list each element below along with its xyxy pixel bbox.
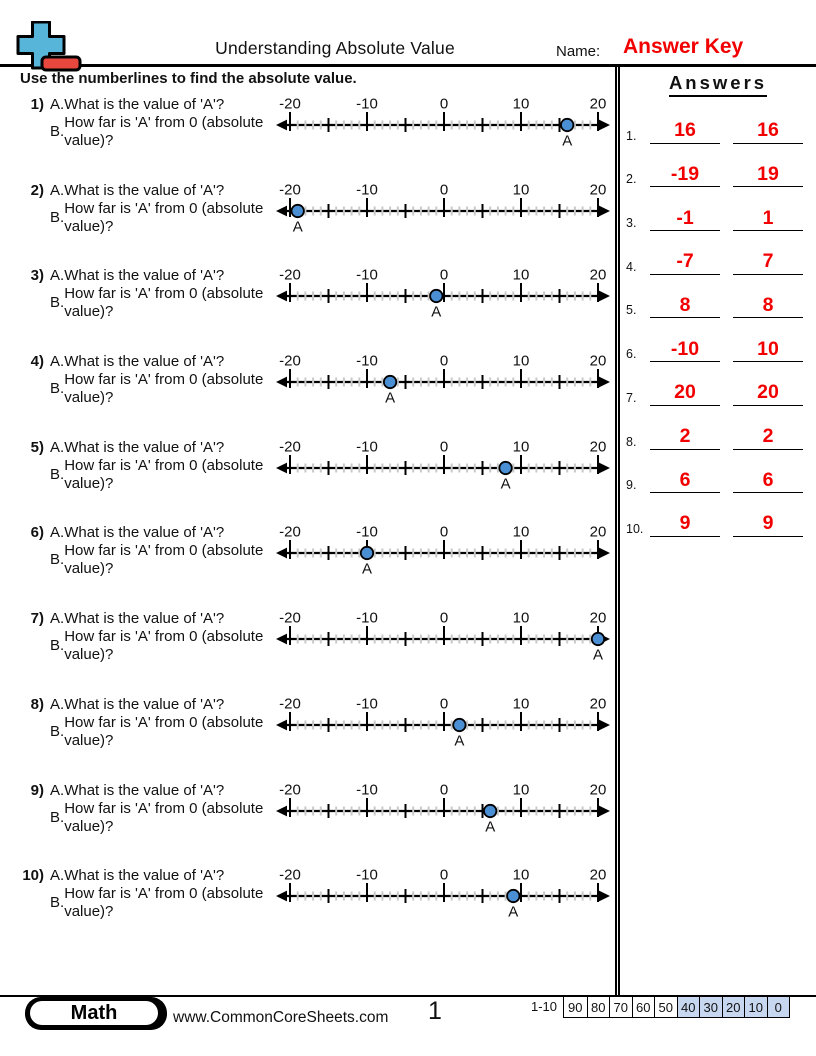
numberline-wrap: [276, 266, 610, 325]
point-label: A: [431, 303, 442, 321]
question-a-text: What is the value of 'A'?: [64, 438, 225, 456]
axis-label: -20: [279, 95, 301, 113]
answer-value-b: 2: [733, 426, 803, 449]
axis-label: 20: [589, 866, 607, 884]
axis-label: 0: [439, 609, 449, 627]
instructions: Use the numberlines to find the absolute value.: [20, 70, 357, 87]
axis-label: -20: [279, 352, 301, 370]
numberline-wrap: [276, 781, 610, 840]
axis-label: 10: [512, 695, 530, 713]
axis-label: 0: [439, 181, 449, 199]
answer-number: 10.: [626, 521, 644, 536]
question-a-label: A.: [50, 695, 65, 713]
problem-row: [0, 782, 615, 868]
right-arrow-icon: [599, 548, 610, 559]
question-b-text: How far is 'A' from 0 (absolute value)?: [64, 542, 264, 578]
axis-label: -10: [356, 781, 378, 798]
answer-value-a: 8: [650, 295, 720, 318]
question-a: [50, 610, 276, 628]
question-b-label: B.: [50, 208, 65, 226]
answer-row: [620, 106, 816, 150]
answer-value-b: 6: [733, 470, 803, 493]
question-a-label: A.: [50, 267, 65, 285]
question-a-text: What is the value of 'A'?: [64, 610, 225, 628]
left-arrow-icon: [276, 462, 287, 473]
grade-cell: 90: [564, 997, 587, 1017]
axis-label: -20: [279, 181, 301, 199]
question-a: [50, 524, 276, 542]
right-arrow-icon: [599, 205, 610, 216]
numberline-wrap: [276, 95, 610, 154]
numberline-wrap: [276, 695, 610, 754]
question-b: [50, 371, 276, 407]
answers-title: Answers: [669, 72, 767, 97]
numberline: [276, 781, 610, 835]
answer-row: [620, 324, 816, 368]
left-arrow-icon: [276, 377, 287, 388]
question-a-text: What is the value of 'A'?: [64, 781, 225, 799]
answer-value-a: 2: [650, 426, 720, 449]
left-arrow-icon: [276, 291, 287, 302]
left-arrow-icon: [276, 719, 287, 730]
grade-cell: 0: [767, 997, 790, 1017]
question-b-text: How far is 'A' from 0 (absolute value)?: [64, 799, 264, 835]
axis-label: 20: [589, 609, 607, 627]
answers-panel: [615, 67, 816, 995]
grade-cell: 20: [722, 997, 745, 1017]
answer-value-a: 20: [650, 382, 720, 405]
problem-number: 1): [30, 96, 44, 113]
problem-number: 8): [30, 695, 44, 713]
answer-value-a: -7: [650, 251, 720, 274]
question-b-text: How far is 'A' from 0 (absolute value)?: [64, 114, 264, 149]
problem-questions: [50, 267, 276, 321]
axis-label: 10: [512, 866, 530, 884]
minus-icon: [42, 57, 80, 70]
left-arrow-icon: [276, 891, 287, 902]
answer-value-b: 10: [733, 339, 803, 362]
axis-label: 20: [589, 352, 607, 370]
body: [0, 67, 816, 995]
answer-value-a: 9: [650, 513, 720, 536]
left-arrow-icon: [276, 634, 287, 645]
numberline: [276, 181, 610, 235]
numberline: [276, 866, 610, 920]
question-a: [50, 96, 276, 114]
axis-label: 20: [589, 95, 607, 113]
question-a-text: What is the value of 'A'?: [64, 181, 225, 199]
problems-column: [0, 67, 615, 995]
question-b-label: B.: [50, 294, 65, 312]
question-b-text: How far is 'A' from 0 (absolute value)?: [64, 199, 264, 235]
left-arrow-icon: [276, 205, 287, 216]
axis-label: 0: [439, 523, 449, 541]
answer-value-b: 1: [733, 208, 803, 231]
numberline: [276, 95, 610, 149]
question-a: [50, 182, 276, 200]
problem-questions: [50, 696, 276, 750]
point-label: A: [454, 732, 465, 749]
point-marker: [507, 890, 519, 902]
axis-label: -10: [356, 438, 378, 456]
question-a: [50, 696, 276, 714]
axis-label: -20: [279, 266, 301, 284]
website-url: www.CommonCoreSheets.com: [173, 1009, 389, 1026]
problem-questions: [50, 96, 276, 150]
point-marker: [592, 633, 604, 645]
axis-label: 0: [439, 438, 449, 456]
answer-value-a: -10: [650, 339, 720, 362]
answer-value-a: -1: [650, 208, 720, 231]
problem-questions: [50, 867, 276, 921]
question-a-label: A.: [50, 438, 65, 456]
point-marker: [499, 462, 511, 474]
question-b: [50, 714, 276, 750]
answer-number: 9.: [626, 478, 637, 493]
axis-label: 10: [512, 781, 530, 798]
right-arrow-icon: [599, 719, 610, 730]
point-label: A: [385, 389, 396, 407]
answer-value-a: 16: [650, 120, 720, 143]
question-b-text: How far is 'A' from 0 (absolute value)?: [64, 285, 264, 321]
question-a-label: A.: [50, 181, 65, 199]
problem-questions: [50, 782, 276, 836]
axis-label: 20: [589, 695, 607, 713]
answer-number: 3.: [626, 216, 637, 231]
point-marker: [484, 804, 496, 816]
answer-row: [620, 368, 816, 412]
axis-label: -20: [279, 523, 301, 541]
point-label: A: [562, 132, 573, 149]
problem-number: 2): [30, 181, 44, 199]
axis-label: 10: [512, 95, 530, 113]
answer-number: 2.: [626, 172, 637, 187]
grade-cell: 50: [654, 997, 677, 1017]
question-b: [50, 628, 276, 664]
grading-table: [563, 996, 790, 1018]
point-label: A: [592, 646, 604, 664]
left-arrow-icon: [276, 548, 287, 559]
problem-number: 4): [30, 353, 44, 371]
question-a: [50, 867, 276, 885]
question-b-text: How far is 'A' from 0 (absolute value)?: [64, 885, 264, 921]
problem-row: [0, 96, 615, 182]
problem-questions: [50, 524, 276, 578]
question-b: [50, 285, 276, 321]
axis-label: 20: [589, 523, 607, 541]
problem-questions: [50, 353, 276, 407]
numberline-wrap: [276, 352, 610, 411]
right-arrow-icon: [599, 120, 610, 131]
question-a: [50, 267, 276, 285]
problem-questions: [50, 610, 276, 664]
page-title: Understanding Absolute Value: [215, 38, 455, 58]
numberline: [276, 438, 610, 492]
axis-label: 0: [439, 695, 449, 713]
question-b-text: How far is 'A' from 0 (absolute value)?: [64, 456, 264, 492]
axis-label: -10: [356, 352, 378, 370]
point-label: A: [361, 560, 373, 578]
answer-value-b: 9: [733, 513, 803, 536]
answer-value-b: 16: [733, 120, 803, 143]
question-b: [50, 200, 276, 236]
question-a-text: What is the value of 'A'?: [64, 96, 225, 113]
axis-label: -20: [279, 781, 301, 798]
axis-label: 10: [512, 523, 530, 541]
grade-cell: 40: [677, 997, 700, 1017]
numberline-wrap: [276, 523, 610, 582]
axis-label: -10: [356, 266, 378, 284]
question-a: [50, 439, 276, 457]
axis-label: 0: [439, 266, 449, 284]
axis-label: 10: [512, 609, 530, 627]
question-b: [50, 800, 276, 836]
question-b: [50, 542, 276, 578]
answer-row: [620, 237, 816, 281]
axis-label: 10: [512, 352, 530, 370]
answer-number: 6.: [626, 347, 637, 362]
question-b: [50, 457, 276, 493]
answer-row: [620, 150, 816, 194]
grade-cell: 60: [632, 997, 655, 1017]
point-marker: [453, 719, 465, 731]
question-a-text: What is the value of 'A'?: [64, 867, 225, 885]
question-b-label: B.: [50, 808, 65, 826]
problem-row: [0, 267, 615, 353]
brand-label: Math: [30, 1001, 158, 1025]
numberline-wrap: [276, 866, 610, 925]
question-b-label: B.: [50, 380, 65, 398]
axis-label: -10: [356, 695, 378, 713]
problem-number: 5): [30, 438, 44, 456]
grade-cell: 10: [744, 997, 767, 1017]
axis-label: 0: [439, 781, 449, 798]
point-marker: [361, 547, 373, 559]
question-a-text: What is the value of 'A'?: [64, 267, 225, 285]
question-b: [50, 114, 276, 150]
axis-label: 0: [439, 352, 449, 370]
point-label: A: [485, 818, 496, 835]
axis-label: 10: [512, 181, 530, 199]
axis-label: 0: [439, 866, 449, 884]
answer-row: [620, 412, 816, 456]
problem-questions: [50, 182, 276, 236]
answer-row: [620, 281, 816, 325]
grade-cell: 80: [587, 997, 610, 1017]
question-b-text: How far is 'A' from 0 (absolute value)?: [64, 628, 264, 664]
axis-label: -10: [356, 866, 378, 884]
grading-range-label: 1-10: [530, 999, 557, 1014]
question-b-label: B.: [50, 894, 65, 912]
point-marker: [561, 119, 573, 131]
axis-label: 20: [589, 181, 607, 199]
problem-number: 10): [22, 867, 44, 885]
numberline-wrap: [276, 438, 610, 497]
answer-number: 7.: [626, 390, 637, 405]
name-label: Name:: [556, 43, 601, 60]
answer-row: [620, 193, 816, 237]
point-marker: [430, 290, 442, 302]
answer-number: 4.: [626, 259, 637, 274]
problem-row: [0, 610, 615, 696]
answer-number: 1.: [626, 128, 637, 143]
question-a-label: A.: [50, 524, 65, 542]
axis-label: 20: [589, 438, 607, 456]
question-a-text: What is the value of 'A'?: [64, 353, 225, 371]
left-arrow-icon: [276, 805, 287, 816]
question-b-label: B.: [50, 465, 65, 483]
problem-number: 3): [30, 267, 44, 285]
answer-value-b: 7: [733, 251, 803, 274]
answer-value-b: 20: [733, 382, 803, 405]
problem-row: [0, 696, 615, 782]
grading-scale: [531, 996, 790, 1018]
axis-label: -20: [279, 438, 301, 456]
axis-label: -10: [356, 95, 378, 113]
problem-number: 6): [30, 524, 44, 542]
header: [0, 0, 816, 67]
left-arrow-icon: [276, 120, 287, 131]
grade-cell: 70: [609, 997, 632, 1017]
axis-label: -10: [356, 609, 378, 627]
problem-row: [0, 182, 615, 268]
answer-value-b: 19: [733, 164, 803, 187]
question-a-label: A.: [50, 353, 65, 371]
answer-number: 8.: [626, 434, 637, 449]
problem-row: [0, 524, 615, 610]
question-a-text: What is the value of 'A'?: [64, 695, 225, 713]
answer-number: 5.: [626, 303, 637, 318]
question-a-label: A.: [50, 781, 65, 799]
grade-cell: 30: [699, 997, 722, 1017]
numberline-wrap: [276, 181, 610, 240]
question-a-label: A.: [50, 610, 65, 628]
axis-label: -10: [356, 181, 378, 199]
axis-label: -20: [279, 609, 301, 627]
numberline: [276, 609, 610, 663]
question-a: [50, 782, 276, 800]
question-b-label: B.: [50, 551, 65, 569]
plus-minus-logo-icon: [15, 21, 97, 73]
numberline: [276, 352, 610, 406]
point-label: A: [500, 475, 511, 492]
axis-label: -20: [279, 695, 301, 713]
right-arrow-icon: [599, 805, 610, 816]
numberline: [276, 523, 610, 577]
numberline: [276, 695, 610, 749]
axis-label: 10: [512, 266, 530, 284]
axis-label: 20: [589, 266, 607, 284]
question-b-label: B.: [50, 722, 65, 740]
problem-row: [0, 353, 615, 439]
answer-key-text: Answer Key: [623, 35, 744, 58]
problem-questions: [50, 439, 276, 493]
numberline: [276, 266, 610, 320]
question-a: [50, 353, 276, 371]
problem-number: 9): [30, 781, 44, 799]
axis-label: -20: [279, 866, 301, 884]
right-arrow-icon: [599, 462, 610, 473]
problem-row: [0, 867, 615, 953]
answer-row: [620, 456, 816, 500]
problems-list: [0, 96, 615, 953]
question-a-label: A.: [50, 867, 65, 885]
brand-badge: [25, 997, 167, 1030]
question-b-label: B.: [50, 123, 65, 140]
right-arrow-icon: [599, 291, 610, 302]
question-b-text: How far is 'A' from 0 (absolute value)?: [64, 371, 264, 407]
axis-label: 10: [512, 438, 530, 456]
axis-label: 0: [439, 95, 449, 113]
right-arrow-icon: [599, 891, 610, 902]
question-b-text: How far is 'A' from 0 (absolute value)?: [64, 713, 264, 749]
answers-list: [620, 106, 816, 543]
point-marker: [292, 204, 304, 216]
question-b-label: B.: [50, 637, 65, 655]
point-marker: [384, 376, 396, 388]
point-label: A: [292, 218, 303, 235]
answer-row: [620, 499, 816, 543]
answer-value-a: 6: [650, 470, 720, 493]
answer-value-a: -19: [650, 164, 720, 187]
right-arrow-icon: [599, 377, 610, 388]
point-label: A: [508, 903, 519, 921]
problem-number: 7): [30, 610, 44, 628]
page-number: 1: [428, 997, 442, 1025]
question-a-label: A.: [50, 96, 65, 113]
axis-label: 20: [589, 781, 607, 798]
problem-row: [0, 439, 615, 525]
answer-value-b: 8: [733, 295, 803, 318]
question-a-text: What is the value of 'A'?: [64, 524, 225, 542]
axis-label: -10: [356, 523, 378, 541]
question-b: [50, 885, 276, 921]
numberline-wrap: [276, 609, 610, 668]
